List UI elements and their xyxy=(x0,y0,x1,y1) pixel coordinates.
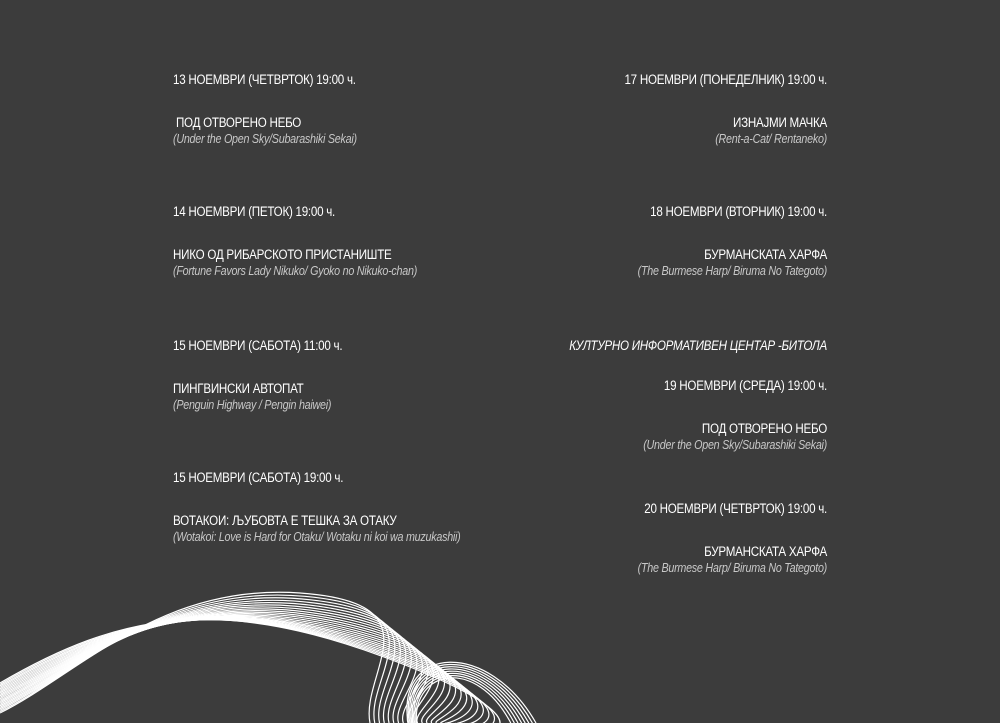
film-title: НИКО ОД РИБАРСКОТО ПРИСТАНИШТЕ xyxy=(173,247,392,262)
screening-date: 13 НОЕМВРИ (ЧЕТВРТОК) 19:00 ч. xyxy=(173,72,356,87)
screening-date: 20 НОЕМВРИ (ЧЕТВРТОК) 19:00 ч. xyxy=(644,501,827,516)
film-original-title: (Wotakoi: Love is Hard for Otaku/ Wotaku ni koi wa muzukashii) xyxy=(173,530,461,544)
film-original-title: (The Burmese Harp/ Biruma No Tategoto) xyxy=(637,264,827,278)
venue-heading xyxy=(427,338,827,354)
film-title: ВОТАКОИ: ЉУБОВТА Е ТЕШКА ЗА ОТАКУ xyxy=(173,513,397,528)
film-title: ИЗНАЈМИ МАЧКА xyxy=(733,115,827,130)
wave-illustration xyxy=(0,563,600,723)
screening-date: 14 НОЕМВРИ (ПЕТОК) 19:00 ч. xyxy=(173,204,336,219)
wave-line xyxy=(0,611,428,723)
film-title: БУРМАНСКАТА ХАРФА xyxy=(704,247,827,262)
film-original-title: (Fortune Favors Lady Nikuko/ Gyoko no Nikuko-chan) xyxy=(173,264,418,278)
film-original-title: (Rent-a-Cat/ Rentaneko) xyxy=(715,132,827,146)
venue-name: КУЛТУРНО ИНФОРМАТИВЕН ЦЕНТАР -БИТОЛА xyxy=(569,338,827,353)
film-original-title: (Under the Open Sky/Subarashiki Sekai) xyxy=(643,438,827,452)
film-title: БУРМАНСКАТА ХАРФА xyxy=(704,544,827,559)
screening-item xyxy=(427,72,827,147)
film-title: ПОД ОТВОРЕНО НЕБО xyxy=(701,421,827,436)
film-original-title: (Penguin Highway / Pengin haiwei) xyxy=(173,398,332,412)
screening-item xyxy=(427,204,827,279)
screening-date: 17 НОЕМВРИ (ПОНЕДЕЛНИК) 19:00 ч. xyxy=(624,72,827,87)
wave-curl-line xyxy=(411,669,525,723)
film-title: ПИНГВИНСКИ АВТОПАТ xyxy=(173,381,304,396)
wave-curl-line xyxy=(414,673,518,723)
film-original-title: (The Burmese Harp/ Biruma No Tategoto) xyxy=(637,561,827,575)
screening-date: 15 НОЕМВРИ (САБОТА) 19:00 ч. xyxy=(173,470,344,485)
screening-date: 18 НОЕМВРИ (ВТОРНИК) 19:00 ч. xyxy=(650,204,827,219)
screening-date: 15 НОЕМВРИ (САБОТА) 11:00 ч. xyxy=(173,338,343,353)
screening-date: 19 НОЕМВРИ (СРЕДА) 19:00 ч. xyxy=(663,378,827,393)
film-original-title: (Under the Open Sky/Subarashiki Sekai) xyxy=(173,132,357,146)
film-title: ПОД ОТВОРЕНО НЕБО xyxy=(173,115,302,130)
screening-item xyxy=(427,378,827,453)
wave-line xyxy=(0,619,472,723)
